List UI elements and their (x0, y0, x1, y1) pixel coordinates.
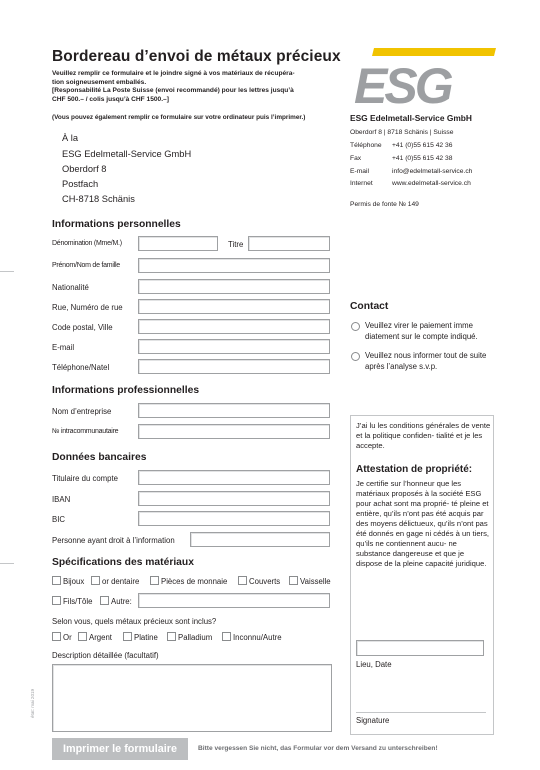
checkbox-label: or dentaire (102, 577, 140, 586)
telephone-label: Téléphone/Natel (52, 363, 110, 372)
checkbox-label: Platine (134, 633, 158, 642)
fax-label: Fax (350, 155, 362, 162)
email-field-label: E-mail (52, 343, 75, 352)
intro-line: [Responsabilité La Poste Suisse (envoi recommandé) pour les lettres jusqu’à (52, 87, 294, 95)
attestation-heading: Attestation de propriété: (356, 464, 473, 475)
checkbox-label: Fils/Tôle (63, 597, 93, 606)
entreprise-field[interactable] (138, 403, 330, 418)
phone-label: Téléphone (350, 142, 382, 149)
recipient-company: ESG Edelmetall-Service GmbH (62, 149, 192, 159)
prenom-nom-label: Prénom/Nom de famille (52, 262, 120, 269)
autre-field[interactable] (138, 593, 330, 608)
checkbox-label: Vaisselle (300, 577, 331, 586)
attestation-text: Je certifie sur l’honneur que les matériaux proposés à la société ESG pour achat sont ma proprié- té pleine et entière, qu’ils n’ont pas été acquis par des moyens délictueux, qu’ils n’ont pas été donnés en gage ni cédés à un tiers, qu’ils ne contiennent aucu- ne substance dangereuse et que je dispose de la pleine capacité juridique. (356, 479, 489, 568)
checkbox-inconnu-autre[interactable] (222, 632, 231, 641)
smelting-permit: Permis de fonte № 149 (350, 201, 419, 208)
terms-text: J’ai lu les conditions générales de vente et la politique confiden- tialité et je les accepte. (356, 421, 491, 450)
intro-line: Veuillez remplir ce formulaire et le joindre signé à vos matériaux de récupéra- (52, 70, 295, 77)
checkbox-argent[interactable] (78, 632, 87, 641)
bank-heading: Données bancaires (52, 452, 147, 463)
email-value: info@edelmetall-service.ch (392, 168, 473, 175)
intra-label: № intracommunautaire (52, 428, 119, 435)
bic-field[interactable] (138, 511, 330, 526)
prenom-nom-field[interactable] (138, 258, 330, 273)
ayant-droit-field[interactable] (190, 532, 330, 547)
rue-label: Rue, Numéro de rue (52, 303, 123, 312)
rue-field[interactable] (138, 299, 330, 314)
email-label: E-mail (350, 168, 369, 175)
crop-mark (0, 563, 14, 564)
intra-field[interactable] (138, 424, 330, 439)
email-field[interactable] (138, 339, 330, 354)
description-textarea[interactable] (52, 664, 332, 732)
checkbox-label: Pièces de monnaie (161, 577, 228, 586)
intro-line: tion soigneusement emballés. (52, 78, 147, 86)
checkbox-label: Inconnu/Autre (233, 633, 282, 642)
nationalite-field[interactable] (138, 279, 330, 294)
radio-informer[interactable] (351, 352, 360, 361)
checkbox-or[interactable] (52, 632, 61, 641)
radio-label: Veuillez nous informer tout de suite après l’analyse s.v.p. (365, 351, 487, 371)
checkbox-label: Autre: (111, 597, 132, 606)
bic-label: BIC (52, 515, 65, 524)
recipient-to: À la (62, 133, 79, 143)
intro-text (52, 70, 352, 104)
crop-mark (0, 271, 14, 272)
internet-value: www.edelmetall-service.ch (392, 180, 471, 187)
signature-label: Signature (356, 716, 390, 725)
page-title: Bordereau d’envoi de métaux précieux (52, 48, 341, 65)
checkbox-fils-tole[interactable] (52, 596, 61, 605)
denomination-field[interactable] (138, 236, 218, 251)
recipient-city: CH-8718 Schänis (62, 194, 135, 204)
checkbox-or-dentaire[interactable] (91, 576, 100, 585)
checkbox-label: Palladium (178, 633, 213, 642)
radio-virement[interactable] (351, 322, 360, 331)
titulaire-field[interactable] (138, 470, 330, 485)
fax-value: +41 (0)55 615 42 38 (392, 155, 453, 162)
intro-note: (Vous pouvez également remplir ce formulaire sur votre ordinateur puis l’imprimer.) (52, 114, 306, 121)
place-date-field[interactable] (356, 640, 484, 656)
titulaire-label: Titulaire du compte (52, 474, 119, 483)
signature-line (356, 712, 486, 713)
phone-value: +41 (0)55 615 42 36 (392, 142, 453, 149)
checkbox-pieces-de-monnaie[interactable] (150, 576, 159, 585)
checkbox-bijoux[interactable] (52, 576, 61, 585)
personal-heading: Informations personnelles (52, 219, 181, 230)
company-address: Oberdorf 8 | 8718 Schänis | Suisse (350, 129, 454, 136)
company-name: ESG Edelmetall-Service GmbH (350, 113, 472, 123)
metals-question: Selon vous, quels métaux précieux sont inclus? (52, 617, 217, 626)
internet-label: Internet (350, 180, 373, 187)
telephone-field[interactable] (138, 359, 330, 374)
contact-heading: Contact (350, 301, 389, 312)
code-ville-field[interactable] (138, 319, 330, 334)
entreprise-label: Nom d’entreprise (52, 407, 112, 416)
logo-accent-bar (372, 48, 496, 56)
materials-heading: Spécifications des matériaux (52, 557, 194, 568)
iban-field[interactable] (138, 491, 330, 506)
checkbox-vaisselle[interactable] (289, 576, 298, 585)
checkbox-autre[interactable] (100, 596, 109, 605)
checkbox-label: Argent (89, 633, 112, 642)
intro-line: CHF 500.– / colis jusqu’à CHF 1500.–] (52, 95, 169, 103)
iban-label: IBAN (52, 495, 71, 504)
logo-text: ESG (354, 58, 451, 106)
date-stamp: état: mai 2019 (30, 688, 35, 718)
denomination-label: Dénomination (Mme/M.) (52, 240, 122, 247)
recipient-box: Postfach (62, 179, 99, 189)
checkbox-couverts[interactable] (238, 576, 247, 585)
esg-logo (348, 48, 496, 106)
checkbox-palladium[interactable] (167, 632, 176, 641)
code-ville-label: Code postal, Ville (52, 323, 113, 332)
radio-label: Veuillez virer le paiement imme diatement sur le compte indiqué. (365, 321, 478, 341)
recipient-street: Oberdorf 8 (62, 164, 107, 174)
signature-reminder: Bitte vergessen Sie nicht, das Formular vor dem Versand zu unterschreiben! (198, 745, 438, 752)
titre-field[interactable] (248, 236, 330, 251)
description-label: Description détaillée (facultatif) (52, 651, 159, 660)
titre-label: Titre (228, 240, 244, 249)
professional-heading: Informations professionnelles (52, 385, 200, 396)
print-button[interactable]: Imprimer le formulaire (52, 738, 188, 760)
place-date-label: Lieu, Date (356, 660, 392, 669)
checkbox-label: Bijoux (63, 577, 85, 586)
ayant-droit-label: Personne ayant droit à l’information (52, 536, 175, 545)
nationalite-label: Nationalité (52, 283, 89, 292)
checkbox-platine[interactable] (123, 632, 132, 641)
checkbox-label: Couverts (249, 577, 281, 586)
checkbox-label: Or (63, 633, 72, 642)
attestation-box (350, 415, 494, 735)
